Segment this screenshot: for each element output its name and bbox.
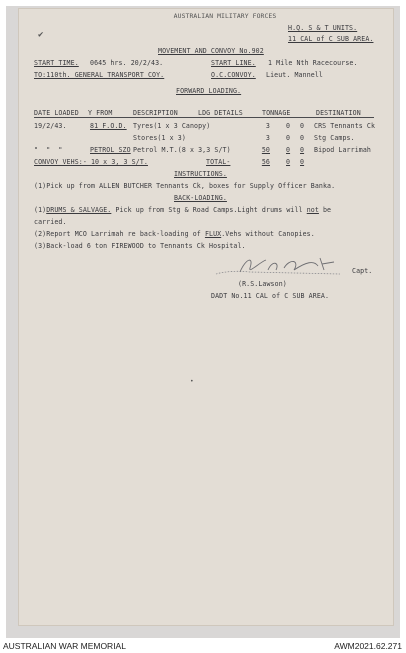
col-ldg-details: LDG DETAILS	[198, 109, 243, 117]
back-loading-heading: BACK-LOADING.	[174, 194, 227, 202]
start-line-label: START LINE.	[211, 59, 256, 67]
row2-description: Stores(1 x 3)	[133, 134, 186, 142]
row1-description: Tyres(1 x 3 Canopy)	[133, 122, 211, 130]
instruction-1: (1)Pick up from ALLEN BUTCHER Tennants Ck, boxes for Supply Officer Banka.	[34, 182, 336, 190]
row3-date: " " "	[34, 146, 63, 154]
back-loading-1-num: (1)	[34, 206, 47, 214]
document-page	[18, 8, 394, 626]
ink-dot: •	[190, 378, 194, 385]
signatory-name: (R.S.Lawson)	[238, 280, 287, 288]
row2-destination: Stg Camps.	[314, 134, 355, 142]
forward-loading-heading: FORWARD LOADING.	[176, 87, 242, 95]
total-label: TOTAL-	[206, 158, 231, 166]
unit-line-1: H.Q. S & T UNITS.	[288, 24, 358, 32]
back-loading-1-end: be	[318, 206, 332, 214]
row3-tonnage-1: 50	[261, 146, 270, 154]
row3-destination: Bipod Larrimah	[314, 146, 371, 154]
total-tonnage-1: 56	[261, 158, 270, 166]
col-destination: DESTINATION	[316, 109, 361, 117]
not-emphasis: not	[306, 206, 319, 214]
movement-title: MOVEMENT AND CONVOY No.902	[158, 47, 264, 55]
oc-convoy-label: O.C.CONVOY.	[211, 71, 256, 79]
start-line-value: 1 Mile Nth Racecourse.	[268, 59, 358, 67]
row3-tonnage-2: 0	[286, 146, 291, 154]
footer-source: AUSTRALIAN WAR MEMORIAL	[3, 641, 126, 651]
instructions-heading: INSTRUCTIONS.	[174, 170, 227, 178]
start-time-label: START TIME.	[34, 59, 79, 67]
signature	[210, 252, 360, 280]
back-loading-2-end: .Vehs without Canopies.	[221, 230, 315, 238]
footer-id: AWM2021.62.271	[334, 641, 402, 651]
back-loading-3: (3)Back-load 6 ton FIREWOOD to Tennants Ck Hospital.	[34, 242, 246, 250]
back-loading-2	[34, 230, 315, 238]
flux-emphasis: FLUX	[204, 230, 222, 238]
row1-date: 19/2/43.	[34, 122, 67, 130]
drums-salvage: DRUMS & SALVAGE.	[46, 206, 112, 214]
back-loading-1	[34, 206, 331, 214]
total-tonnage-2: 0	[286, 158, 291, 166]
start-time-value: 0645 hrs. 20/2/43.	[90, 59, 164, 67]
unit-line-2: 11 CAL of C SUB AREA.	[288, 35, 374, 43]
oc-convoy-value: Lieut. Mannell	[266, 71, 323, 79]
row1-tonnage-1: 3	[265, 122, 270, 130]
col-tonnage: TONNAGE	[262, 109, 291, 117]
back-loading-1-text: Pick up from Stg & Road Camps.Light drums will	[111, 206, 307, 214]
row3-from: PETROL SZO	[90, 146, 131, 154]
col-from: Y FROM	[88, 109, 113, 117]
back-loading-2-text: (2)Report MCO Larrimah re back-loading of	[34, 230, 205, 238]
back-loading-1-cont: carried.	[34, 218, 67, 226]
row3-description: Petrol M.T.(8 x 3,3 S/T)	[133, 146, 231, 154]
row3-tonnage-3: 0	[300, 146, 305, 154]
row2-tonnage-3: 0	[300, 134, 305, 142]
row1-tonnage-2: 0	[286, 122, 291, 130]
row2-tonnage-2: 0	[286, 134, 291, 142]
to-unit: TO:110th. GENERAL TRANSPORT COY.	[34, 71, 165, 79]
table-header-rule	[34, 117, 374, 118]
row1-from: 81 F.O.D.	[90, 122, 127, 130]
signature-capt: Capt.	[352, 267, 373, 275]
ink-mark: ✔	[38, 30, 44, 40]
row2-tonnage-1: 3	[265, 134, 270, 142]
total-tonnage-3: 0	[300, 158, 305, 166]
convoy-vehicles: CONVOY VEHS:- 10 x 3, 3 S/T.	[34, 158, 148, 166]
col-description: DESCRIPTION	[133, 109, 178, 117]
signatory-title: DADT No.11 CAL of C SUB AREA.	[211, 292, 330, 300]
col-date-loaded: DATE LOADED	[34, 109, 79, 117]
row1-tonnage-3: 0	[300, 122, 305, 130]
document-title: AUSTRALIAN MILITARY FORCES	[173, 12, 277, 20]
row1-destination: CRS Tennants Ck	[314, 122, 376, 130]
